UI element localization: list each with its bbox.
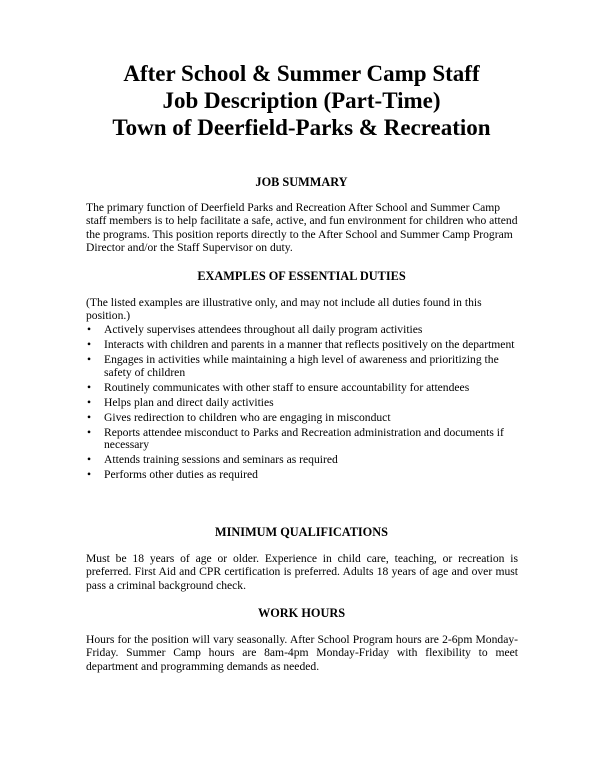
duty-item-text: Routinely communicates with other staff to ensure accountability for attendees <box>104 380 470 394</box>
title-line-1: After School & Summer Camp Staff <box>123 61 480 86</box>
document-title <box>0 60 603 141</box>
duty-item-text: Interacts with children and parents in a manner that reflects positively on the department <box>104 337 515 351</box>
bullet-icon: • <box>87 380 92 394</box>
bullet-icon: • <box>87 453 92 467</box>
duty-item-text: Performs other duties as required <box>104 468 258 482</box>
essential-duties-heading: EXAMPLES OF ESSENTIAL DUTIES <box>197 269 406 283</box>
job-summary-text: The primary function of Deerfield Parks and Recreation After School and Summer Camp staff members is to help facilitate a safe, active, and fun environment for children who attend the programs. This position reports directly to the After School and Summer Camp Program Director and/or the Staff Supervisor on duty. <box>86 201 518 255</box>
duty-item <box>86 427 526 452</box>
bullet-icon: • <box>87 352 92 366</box>
title-line-3: Town of Deerfield-Parks & Recreation <box>112 115 491 140</box>
minimum-qualifications-text: Must be 18 years of age or older. Experience in child care, teaching, or recreation is preferred. First Aid and CPR certification is preferred. Adults 18 years of age and over must pass a criminal background check. <box>86 552 518 592</box>
duty-item <box>86 339 526 352</box>
duty-item <box>86 354 526 379</box>
work-hours-text: Hours for the position will vary seasonally. After School Program hours are 2-6pm Monday-Friday. Summer Camp hours are 8am-4pm Monday-Friday with flexibility to meet department and programming demands as needed. <box>86 633 518 673</box>
essential-duties-list <box>86 324 526 484</box>
minimum-qualifications-heading: MINIMUM QUALIFICATIONS <box>215 525 388 539</box>
duty-item-text: Helps plan and direct daily activities <box>104 395 274 409</box>
duty-item <box>86 469 526 482</box>
bullet-icon: • <box>87 323 92 336</box>
duty-item <box>86 382 526 395</box>
title-line-2: Job Description (Part-Time) <box>162 88 441 113</box>
bullet-icon: • <box>87 410 92 424</box>
duty-item <box>86 397 526 410</box>
work-hours-heading: WORK HOURS <box>257 606 346 620</box>
duty-item-text: Engages in activities while maintaining a high level of awareness and prioritizing the safety of children <box>104 352 499 379</box>
duty-item <box>86 412 526 425</box>
duty-item-text: Actively supervises attendees throughout all daily program activities <box>104 323 423 336</box>
essential-duties-intro: (The listed examples are illustrative only, and may not include all duties found in this position.) <box>86 296 482 323</box>
duty-item-text: Attends training sessions and seminars as required <box>104 453 338 467</box>
bullet-icon: • <box>87 337 92 351</box>
duty-item <box>86 324 526 337</box>
job-summary-heading: JOB SUMMARY <box>255 175 348 189</box>
bullet-icon: • <box>87 425 92 439</box>
bullet-icon: • <box>87 395 92 409</box>
duty-item-text: Gives redirection to children who are engaging in misconduct <box>104 410 391 424</box>
duty-item-text: Reports attendee misconduct to Parks and Recreation administration and documents if necessary <box>104 425 504 452</box>
duty-item <box>86 454 526 467</box>
bullet-icon: • <box>87 468 92 482</box>
